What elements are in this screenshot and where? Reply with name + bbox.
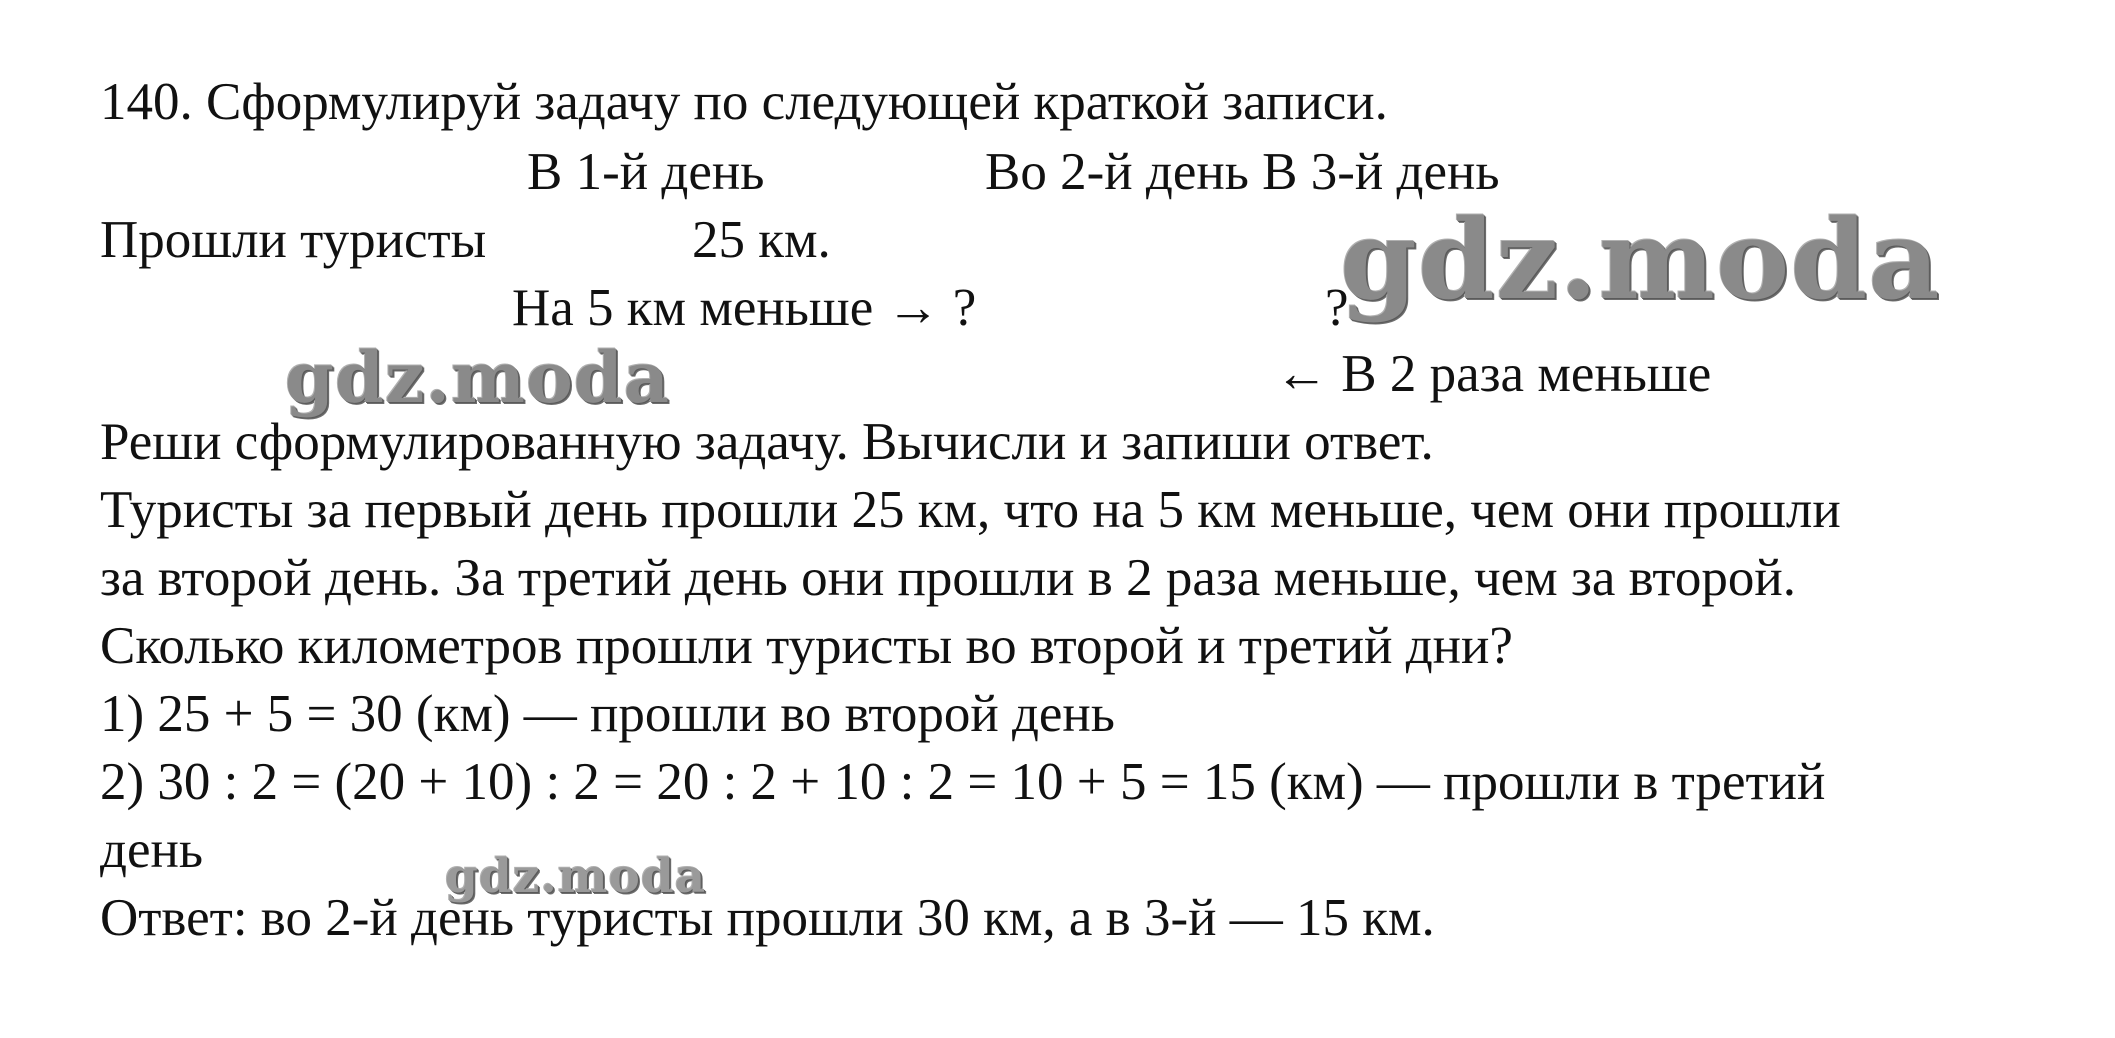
problem-line-1: Туристы за первый день прошли 25 км, что на 5 км меньше, чем они прошли — [100, 481, 1841, 539]
short-note-day3-question: ? — [1325, 279, 1349, 337]
solution-step-2-continued: день — [100, 821, 204, 879]
watermark-mid: gdz.moda — [285, 336, 671, 419]
short-note-day2-relation: На 5 км меньше → ? — [512, 279, 977, 337]
task-heading: 140. Сформулируй задачу по следующей краткой записи. — [100, 73, 1388, 131]
problem-line-3: Сколько километров прошли туристы во второй и третий дни? — [100, 617, 1513, 675]
solution-step-2: 2) 30 : 2 = (20 + 10) : 2 = 20 : 2 + 10 : 2 = 10 + 5 = 15 (км) — прошли в третий — [100, 753, 1826, 811]
watermark-large: gdz.moda — [1340, 195, 1941, 324]
short-note-row-label: Прошли туристы — [100, 211, 487, 269]
watermark-small: gdz.moda — [445, 849, 707, 904]
short-note-col-day23: Во 2-й день В 3-й день — [985, 143, 1500, 201]
answer-text: Ответ: во 2-й день туристы прошли 30 км, а в 3-й — 15 км. — [100, 889, 1435, 947]
problem-line-2: за второй день. За третий день они прошли в 2 раза меньше, чем за второй. — [100, 549, 1796, 607]
instruction-text: Реши сформулированную задачу. Вычисли и запиши ответ. — [100, 413, 1434, 471]
solution-step-1: 1) 25 + 5 = 30 (км) — прошли во второй день — [100, 685, 1115, 743]
short-note-col-day1: В 1-й день — [527, 143, 765, 201]
short-note-day1-value: 25 км. — [692, 211, 831, 269]
short-note-day3-relation: ← В 2 раза меньше — [1275, 345, 1712, 403]
